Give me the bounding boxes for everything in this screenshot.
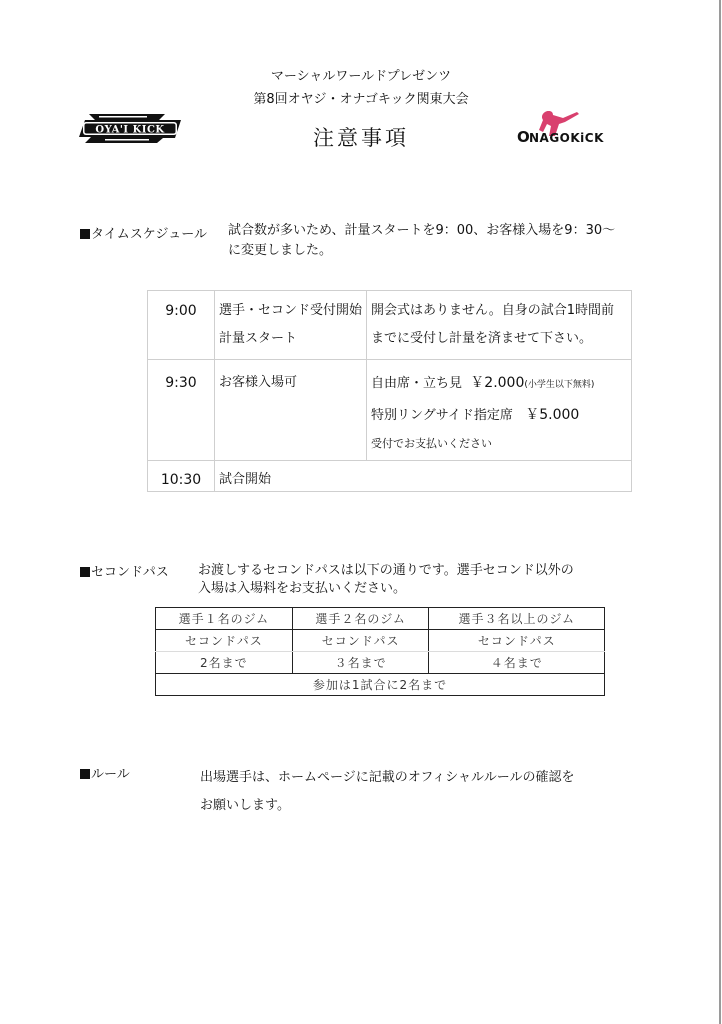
schedule-label: 選手・セコンド受付開始 計量スタート — [215, 291, 367, 360]
price1-value: ￥2.000 — [470, 375, 525, 391]
schedule-row — [148, 291, 632, 360]
square-bullet-icon — [80, 769, 90, 779]
svg-text:NAGOKiCK: NAGOKiCK — [529, 131, 604, 145]
price1-label: 自由席・立ち見 — [371, 376, 463, 391]
page-edge — [719, 0, 721, 1024]
rules-text — [200, 764, 574, 820]
pass-footer-row — [156, 674, 605, 696]
svg-text:OYA'I KICK: OYA'I KICK — [95, 124, 165, 136]
notice-title: 注意事項 — [313, 126, 409, 150]
pass-limit: 2名まで — [156, 652, 293, 674]
pass-label: セコンドパス — [429, 630, 605, 652]
second-pass-intro-line1: お渡しするセコンドパスは以下の通りです。選手セコンド以外の — [198, 563, 574, 578]
second-pass-intro-line2: 入場は入場料をお支払いください。 — [198, 581, 407, 596]
schedule-heading — [80, 223, 207, 242]
schedule-detail: 開会式はありません。自身の試合1時間前 までに受付し計量を済ませて下さい。 — [367, 291, 632, 360]
payment-note: 受付でお支払いください — [371, 437, 492, 450]
schedule-label: お客様入場可 — [215, 360, 367, 461]
rules-line2: お願いします。 — [200, 798, 290, 813]
schedule-row — [148, 461, 632, 492]
pass-label: セコンドパス — [292, 630, 429, 652]
pass-label: セコンドパス — [156, 630, 293, 652]
pass-column-header: 選手１名のジム — [156, 608, 293, 630]
second-pass-table — [155, 607, 605, 696]
second-pass-heading — [80, 561, 169, 580]
second-pass-heading-text: セコンドパス — [91, 565, 169, 580]
schedule-time: 10:30 — [148, 461, 215, 492]
presenter-line: マーシャルワールドプレゼンツ — [270, 69, 452, 84]
svg-text:O: O — [517, 128, 530, 146]
second-pass-intro — [198, 562, 574, 598]
price2-value: ￥5.000 — [525, 407, 580, 423]
pass-label-row — [156, 630, 605, 652]
schedule-detail — [367, 360, 632, 461]
oyaji-kick-logo-icon — [75, 110, 187, 146]
schedule-time: 9:00 — [148, 291, 215, 360]
square-bullet-icon — [80, 567, 90, 577]
schedule-heading-text: タイムスケジュール — [91, 227, 207, 242]
rules-line1: 出場選手は、ホームページに記載のオフィシャルルールの確認を — [200, 770, 575, 785]
schedule-label: 試合開始 — [215, 461, 632, 492]
schedule-intro-line1: 試合数が多いため、計量スタートを9：00、お客様入場を9：30～ — [228, 223, 616, 238]
schedule-time: 9:30 — [148, 360, 215, 461]
schedule-intro-line2: に変更しました。 — [228, 243, 333, 258]
pass-header-row — [156, 608, 605, 630]
pass-limit: ３名まで — [292, 652, 429, 674]
price1-note: (小学生以下無料) — [524, 380, 595, 390]
pass-column-header: 選手２名のジム — [292, 608, 429, 630]
rules-heading-text: ルール — [91, 767, 130, 782]
rules-heading — [80, 763, 130, 782]
pass-limit-row — [156, 652, 605, 674]
price2-label: 特別リングサイド指定席 — [371, 408, 513, 423]
event-title: 第8回オヤジ・オナゴキック関東大会 — [253, 92, 469, 107]
schedule-table — [147, 290, 632, 492]
pass-column-header: 選手３名以上のジム — [429, 608, 605, 630]
oyaji-kick-logo — [75, 110, 187, 146]
onago-kick-logo — [515, 108, 630, 148]
pass-limit: ４名まで — [429, 652, 605, 674]
schedule-intro — [228, 221, 615, 261]
schedule-row — [148, 360, 632, 461]
square-bullet-icon — [80, 229, 90, 239]
onago-kick-logo-icon — [515, 108, 630, 148]
pass-footer: 参加は1試合に2名まで — [156, 674, 605, 696]
